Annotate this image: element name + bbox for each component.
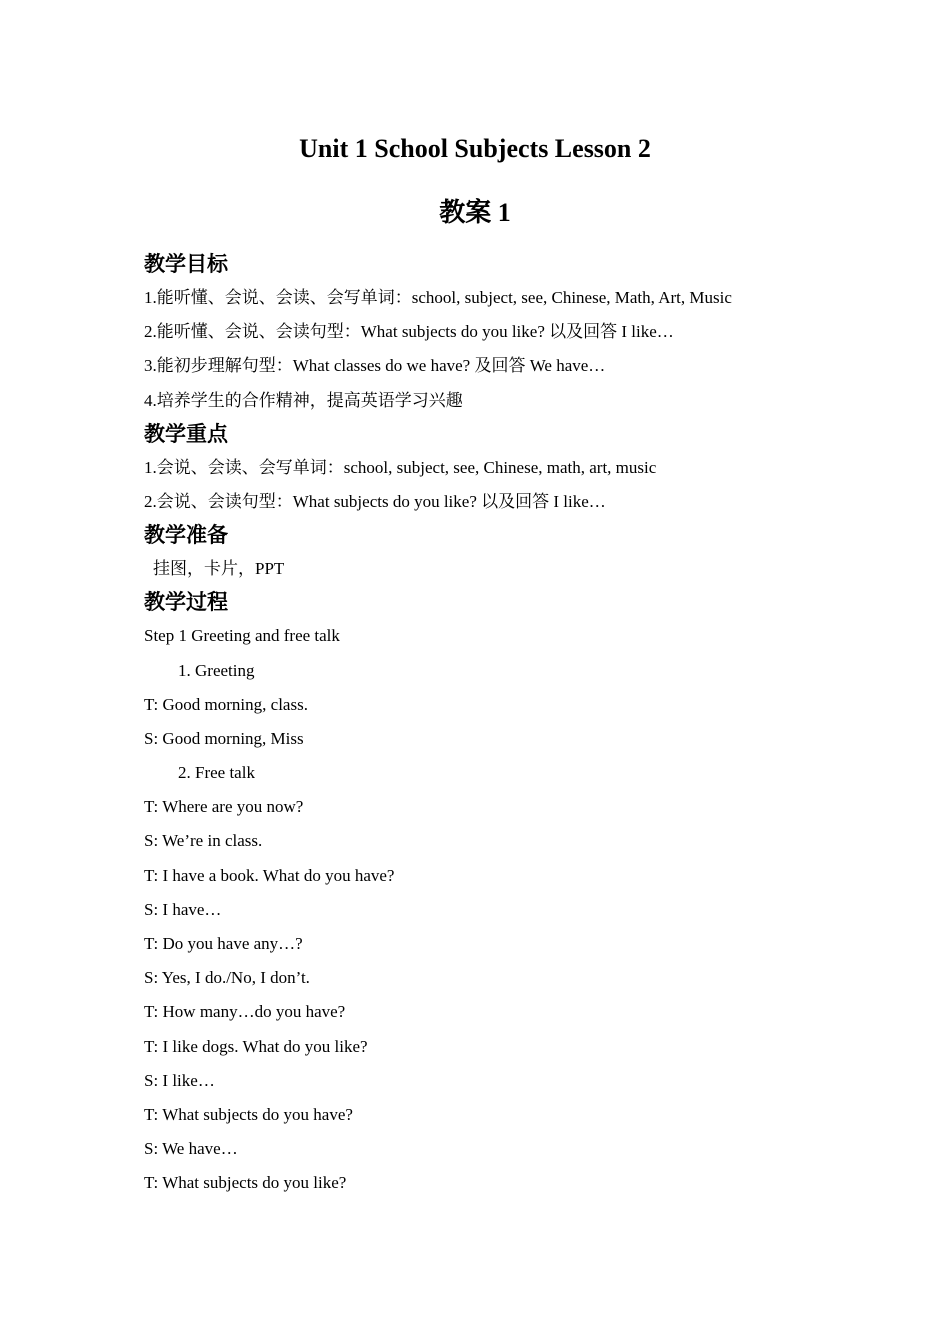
objectives-heading: 教学目标: [144, 252, 228, 276]
dialogue-line: T: What subjects do you have?: [144, 1104, 353, 1124]
objective-item: 4.培养学生的合作精神，提高英语学习兴趣: [144, 390, 463, 410]
dialogue-line: S: Good morning, Miss: [144, 728, 304, 748]
dialogue-line: T: I like dogs. What do you like?: [144, 1036, 368, 1056]
preparation-text: 挂图，卡片，PPT: [153, 559, 285, 579]
sub-step-title: 2. Free talk: [178, 763, 255, 783]
objective-item: 3.能初步理解句型：What classes do we have? 及回答 We have…: [144, 356, 606, 376]
page-subtitle: 教案 1: [439, 198, 511, 227]
key-point-item: 2.会说、会读句型：What subjects do you like? 以及回答 I like…: [144, 491, 606, 511]
dialogue-line: T: Do you have any…?: [144, 934, 303, 953]
dialogue-line: T: I have a book. What do you have?: [144, 865, 395, 885]
dialogue-line: T: Good morning, class.: [144, 694, 308, 714]
sub-step-title: 1. Greeting: [178, 660, 255, 680]
dialogue-line: T: What subjects do you like?: [144, 1173, 347, 1193]
key-point-item: 1.会说、会读、会写单词：school, subject, see, Chinese, math, art, music: [144, 457, 657, 477]
objective-item: 1.能听懂、会说、会读、会写单词：school, subject, see, Chinese, Math, Art, Music: [144, 288, 732, 307]
dialogue-line: S: I like…: [144, 1070, 215, 1090]
dialogue-line: S: Yes, I do./No, I don’t.: [144, 968, 310, 988]
dialogue-line: S: We have…: [144, 1139, 238, 1159]
preparation-heading: 教学准备: [144, 523, 228, 548]
dialogue-line: T: How many…do you have?: [144, 1002, 346, 1022]
key-points-heading: 教学重点: [144, 421, 228, 446]
page-title: Unit 1 School Subjects Lesson 2: [299, 134, 651, 163]
dialogue-line: S: We’re in class.: [144, 831, 263, 851]
dialogue-line: S: I have…: [144, 899, 222, 919]
dialogue-line: T: Where are you now?: [144, 797, 304, 817]
step-title: Step 1 Greeting and free talk: [144, 626, 340, 646]
objective-item: 2.能听懂、会说、会读句型：What subjects do you like? 以及回答 I like…: [144, 322, 674, 342]
document-body: [144, 248, 824, 1201]
process-heading: 教学过程: [144, 590, 228, 615]
